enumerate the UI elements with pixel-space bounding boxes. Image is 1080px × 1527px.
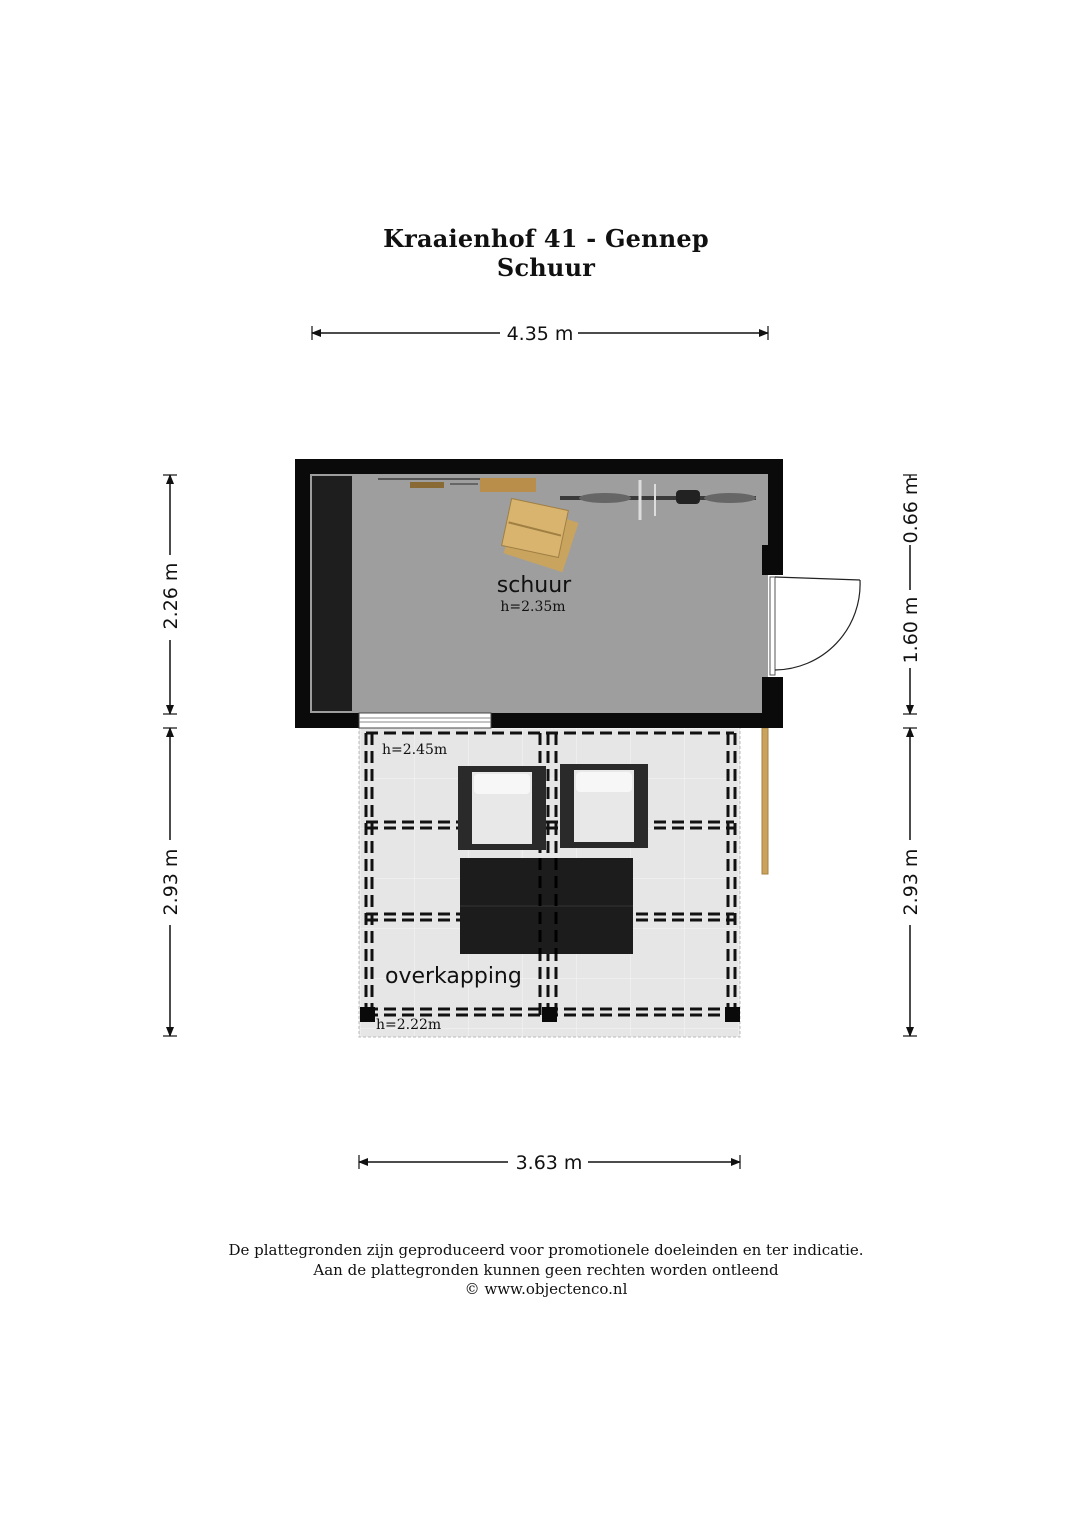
post-right [725, 1007, 740, 1022]
shed-room [295, 459, 860, 728]
post-middle [542, 1007, 557, 1022]
door-swing [770, 577, 860, 675]
canopy-name: overkapping [385, 964, 522, 989]
dimension-top-label: 4.35 m [506, 323, 574, 345]
dimension-right-top [900, 475, 922, 585]
shed-name: schuur [496, 573, 572, 598]
shed-height: h=2.35m [500, 599, 566, 615]
canopy-height-bottom: h=2.22m [376, 1017, 442, 1033]
plan-title: Kraaienhof 41 - Gennep [383, 224, 709, 253]
footer-disclaimer-1: De plattegronden zijn geproduceerd voor promotionele doeleinden en ter indicatie. [228, 1241, 864, 1259]
dimension-bottom-label: 3.63 m [515, 1152, 583, 1174]
canopy-height-top: h=2.45m [382, 742, 448, 758]
wooden-fence [762, 728, 768, 874]
dimension-right-lower-label: 2.93 m [900, 848, 922, 916]
dimension-left-upper-label: 2.26 m [160, 562, 182, 630]
footer-copyright: © www.objectenco.nl [464, 1280, 628, 1298]
dimension-right-middle-label: 1.60 m [900, 596, 922, 664]
footer-disclaimer-2: Aan de plattegronden kunnen geen rechten worden ontleend [313, 1261, 779, 1279]
workbench [312, 476, 352, 711]
dimension-right-top-label: 0.66 m [900, 476, 922, 544]
dimension-top [312, 323, 768, 345]
window-bottom [359, 713, 491, 728]
armchair-left [458, 766, 546, 850]
dimension-right-middle [900, 585, 922, 714]
canopy-area [359, 727, 740, 1037]
dimension-left-upper [160, 475, 182, 714]
post-left [360, 1007, 375, 1022]
armchair-right [560, 764, 648, 848]
dimension-right-lower [900, 728, 922, 1036]
dimension-left-lower [160, 728, 182, 1036]
dimension-left-lower-label: 2.93 m [160, 848, 182, 916]
dimension-bottom [359, 1152, 740, 1174]
plan-subtitle: Schuur [496, 253, 596, 282]
